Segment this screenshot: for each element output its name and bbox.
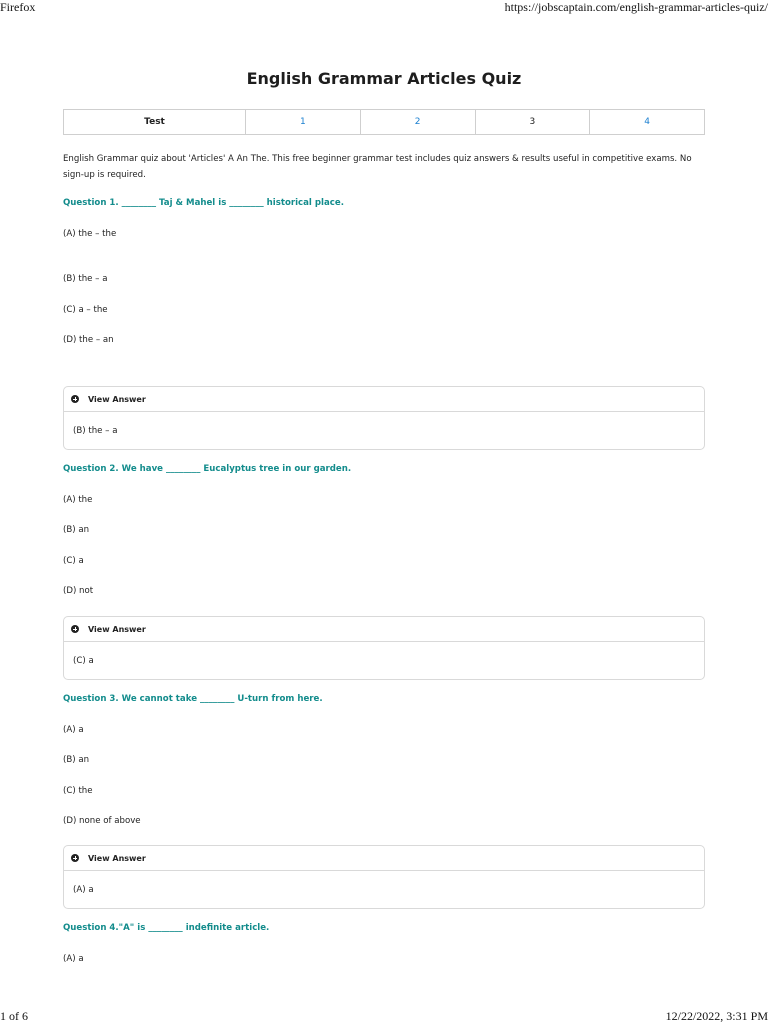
print-timestamp: 12/22/2022, 3:31 PM xyxy=(665,1009,768,1023)
plus-circle-icon xyxy=(71,395,79,403)
article-content xyxy=(63,48,705,976)
view-answer-toggle[interactable] xyxy=(64,387,704,412)
question-2-title: Question 2. We have ________ Eucalyptus tree in our garden. xyxy=(63,464,352,474)
question-1-option-d: (D) the – an xyxy=(63,335,114,345)
question-2-option-c: (C) a xyxy=(63,556,84,566)
answer-text: (B) the – a xyxy=(73,425,118,436)
answer-panel-3 xyxy=(63,845,705,909)
test-nav-label: Test xyxy=(64,110,246,135)
question-3-title: Question 3. We cannot take ________ U-turn from here. xyxy=(63,694,323,704)
answer-text: (A) a xyxy=(73,884,94,895)
view-answer-label: View Answer xyxy=(88,394,146,404)
plus-circle-icon xyxy=(71,854,79,862)
question-2-option-a: (A) the xyxy=(63,495,93,505)
question-3-option-c: (C) the xyxy=(63,786,93,796)
question-1-option-b: (B) the – a xyxy=(63,274,108,284)
test-nav-link-1[interactable]: 1 xyxy=(246,110,361,135)
page-url[interactable]: https://jobscaptain.com/english-grammar-articles-quiz/ xyxy=(504,0,768,14)
answer-panel-2 xyxy=(63,616,705,680)
question-2-option-b: (B) an xyxy=(63,525,90,535)
page-indicator: 1 of 6 xyxy=(0,1009,28,1023)
question-1-option-c: (C) a – the xyxy=(63,305,108,315)
test-nav-link-4[interactable]: 4 xyxy=(590,110,705,135)
answer-text: (C) a xyxy=(73,655,94,666)
view-answer-toggle[interactable] xyxy=(64,617,704,642)
question-4-title: Question 4."A" is ________ indefinite article. xyxy=(63,923,270,933)
plus-circle-icon xyxy=(71,625,79,633)
view-answer-toggle[interactable] xyxy=(64,846,704,871)
question-3-option-d: (D) none of above xyxy=(63,816,141,826)
test-navigation xyxy=(63,109,705,135)
question-1-option-a: (A) the – the xyxy=(63,229,117,239)
question-1-title: Question 1. ________ Taj & Mahel is ________ historical place. xyxy=(63,198,344,208)
question-2-option-d: (D) not xyxy=(63,586,94,596)
test-nav-current-3: 3 xyxy=(475,110,590,135)
question-3-option-b: (B) an xyxy=(63,755,90,765)
question-4-option-a: (A) a xyxy=(63,954,84,964)
answer-panel-1 xyxy=(63,386,705,450)
intro-paragraph: English Grammar quiz about 'Articles' A An The. This free beginner grammar test includes quiz answers & results useful in competitive exams. No sign-up is required. xyxy=(63,154,692,180)
print-footer xyxy=(0,1009,768,1025)
test-nav-link-2[interactable]: 2 xyxy=(360,110,475,135)
page-title: English Grammar Articles Quiz xyxy=(246,69,522,88)
view-answer-label: View Answer xyxy=(88,624,146,634)
browser-app-name: Firefox xyxy=(0,0,36,14)
view-answer-label: View Answer xyxy=(88,853,146,863)
print-header xyxy=(0,0,768,16)
question-3-option-a: (A) a xyxy=(63,725,84,735)
